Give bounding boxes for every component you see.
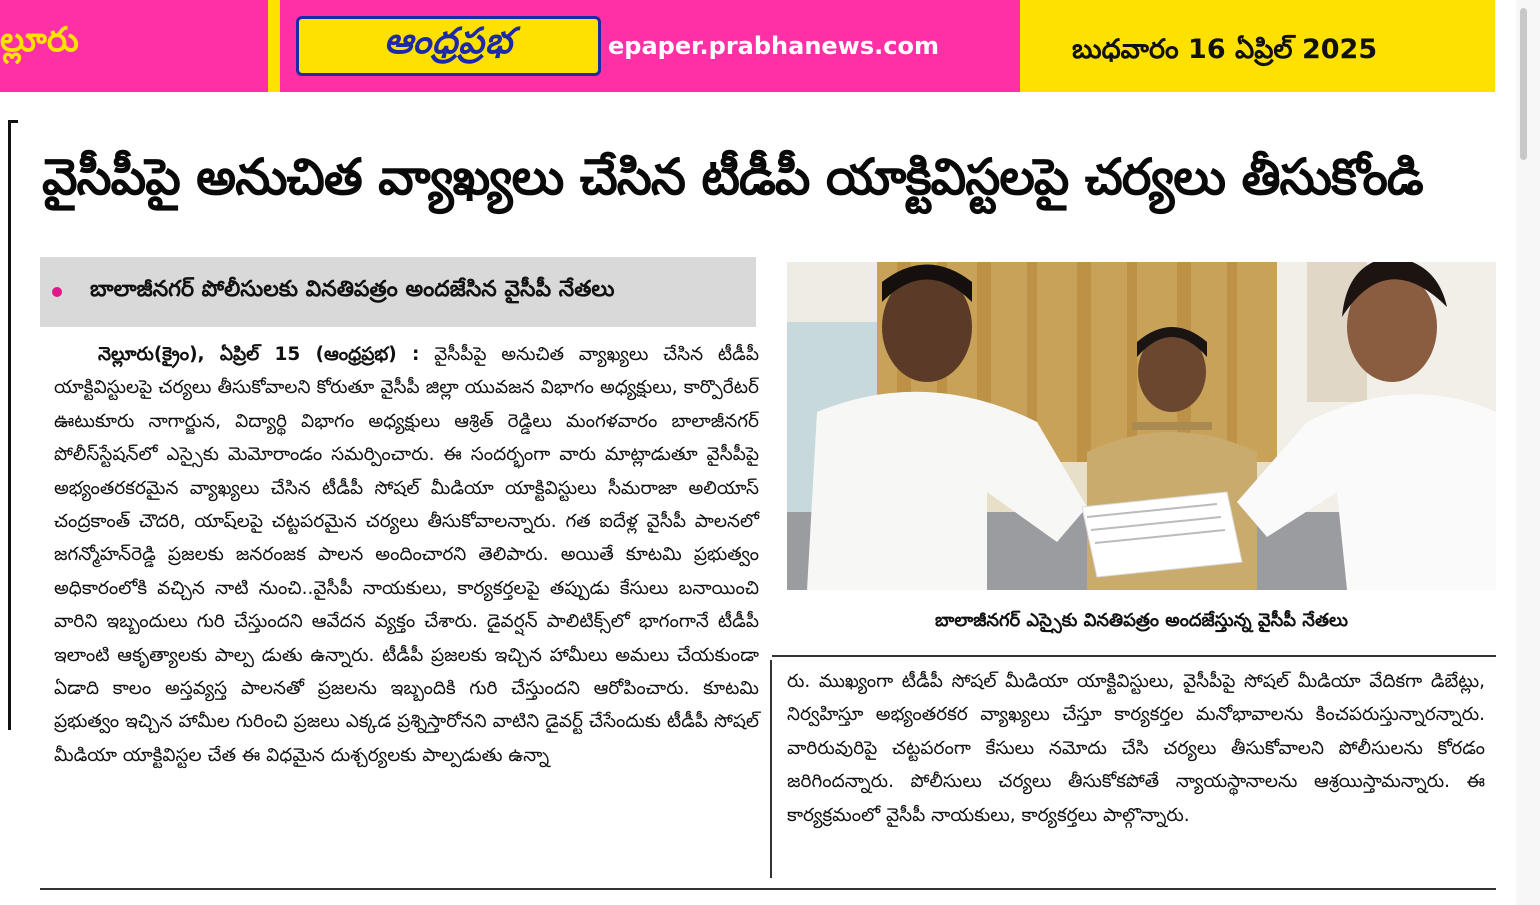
bottom-divider [40, 888, 1496, 890]
news-photo-illustration [787, 262, 1496, 590]
subhead-bar [40, 257, 756, 327]
left-margin-tick [8, 120, 18, 123]
masthead-city-name: ల్లూరు [0, 20, 79, 60]
article-body-right-column [787, 665, 1485, 832]
newspaper-logo-text: ఆంధ్రప్రభ [384, 21, 513, 62]
edition-date: బుధవారం 16 ఏప్రిల్ 2025 [1072, 34, 1378, 65]
subhead-text: బాలాజీనగర్ పోలీసులకు వినతిపత్రం అందజేసిన వైసీపీ నేతలు [90, 277, 615, 302]
column-divider [770, 660, 772, 878]
photo-caption: బాలాజీనగర్ ఎస్సైకు వినతిపత్రం అందజేస్తున్న వైసీపీ నేతలు [935, 610, 1348, 631]
scrollbar-thumb[interactable] [1520, 8, 1527, 160]
dateline: నెల్లూరు(క్రైం), ఏప్రిల్ 15 (ఆంధ్రప్రభ) : [98, 344, 420, 365]
epaper-url[interactable]: epaper.prabhanews.com [608, 32, 939, 60]
bullet-icon [52, 287, 62, 297]
newspaper-logo [296, 16, 601, 76]
body-text-right: రు. ముఖ్యంగా టీడీపీ సోషల్ మీడియా యాక్టివిస్టులు, వైసీపీపై సోషల్ మీడియా వేదికగా డిబేట్లు, నిర్వహిస్తూ అభ్యంతరకర వ్యాఖ్యలు చేస్తూ కార్యకర్తల మనోభావాలను కించపరుస్తున్నారన్నారు. వారిరువురిపై చట్టపరంగా కేసులు నమోదు చేసి చర్యలు తీసుకోవాలని పోలీసులను కోరడం జరిగిందన్నారు. పోలీసులు చర్యలు తీసుకోకపోతే న్యాయస్థానాలను ఆశ్రయిస్తామన్నారు. ఈ కార్యక్రమంలో వైసీపీ నాయకులు, కార్యకర్తలు పాల్గొన్నారు. [787, 671, 1485, 826]
body-text-left: వైసీపీపై అనుచిత వ్యాఖ్యలు చేసిన టీడీపీ యాక్టివిస్టులపై చర్యలు తీసుకోవాలని కోరుతూ వైసీపీ జిల్లా యువజన విభాగం అధ్యక్షులు, కార్పొరేటర్ ఊటుకూరు నాగార్జున, విద్యార్థి విభాగం అధ్యక్షులు ఆశ్రిత్ రెడ్డిలు మంగళవారం బాలాజీనగర్ పోలీస్‌స్టేషన్‌లో ఎస్సైకు మెమోరాండం సమర్పించారు. ఈ సందర్భంగా వారు మాట్లాడుతూ వైసీపీపై అభ్యంతరకరమైన వ్యాఖ్యలు చేసిన టీడీపీ సోషల్ మీడియా యాక్టివిస్టులు సీమరాజా అలియాస్ చంద్రకాంత్ చౌదరి, యాష్‌లపై చట్టపరమైన చర్యలు తీసుకోవాలన్నారు. గత ఐదేళ్ల వైసీపీ పాలనలో జగన్మోహన్‌రెడ్డి ప్రజలకు జనరంజక పాలన అందించారని తెలిపారు. అయితే కూటమి ప్రభుత్వం అధికారంలోకి వచ్చిన నాటి నుంచి..వైసీపీ నాయకులు, కార్యకర్తలపై తప్పుడు కేసులు బనాయించి వారిని ఇబ్బందులు గురి చేస్తుందని ఆవేదన వ్యక్తం చేశారు. డైవర్షన్ పాలిటిక్స్‌లో భాగంగానే టీడీపీ ఇలాంటి ఆకృత్యాలకు పాల్ప డుతు ఉన్నారు. టీడీపీ ప్రజలకు ఇచ్చిన హామీలు అమలు చేయకుండా ఏడాది కాలం అస్తవ్యస్త పాలనతో ప్రజలను ఇబ్బందికి గురి చేస్తుందని ఆరోపించారు. కూటమి ప్రభుత్వం ఇచ్చిన హామీల గురించి ప్రజలు ఎక్కడ ప్రశ్నిస్తారోనని వాటిని డైవర్ట్ చేసేందుకు టీడీపీ సోషల్ మీడియా యాక్టివిస్టల చేత ఈ విధమైన దుశ్చర్యలకు పాల్పడుతు ఉన్నా [54, 344, 759, 766]
caption-divider [772, 655, 1496, 657]
article-paragraph [54, 338, 759, 772]
masthead-yellow-stripe [268, 0, 280, 92]
news-photo [787, 262, 1496, 590]
article-headline: వైసీపీపై అనుచిత వ్యాఖ్యలు చేసిన టీడీపీ యాక్టివిస్టలపై చర్యలు తీసుకోండి [42, 148, 1423, 206]
article-body-left-column [54, 338, 759, 772]
masthead [0, 0, 1495, 92]
left-margin-rule [8, 120, 11, 730]
